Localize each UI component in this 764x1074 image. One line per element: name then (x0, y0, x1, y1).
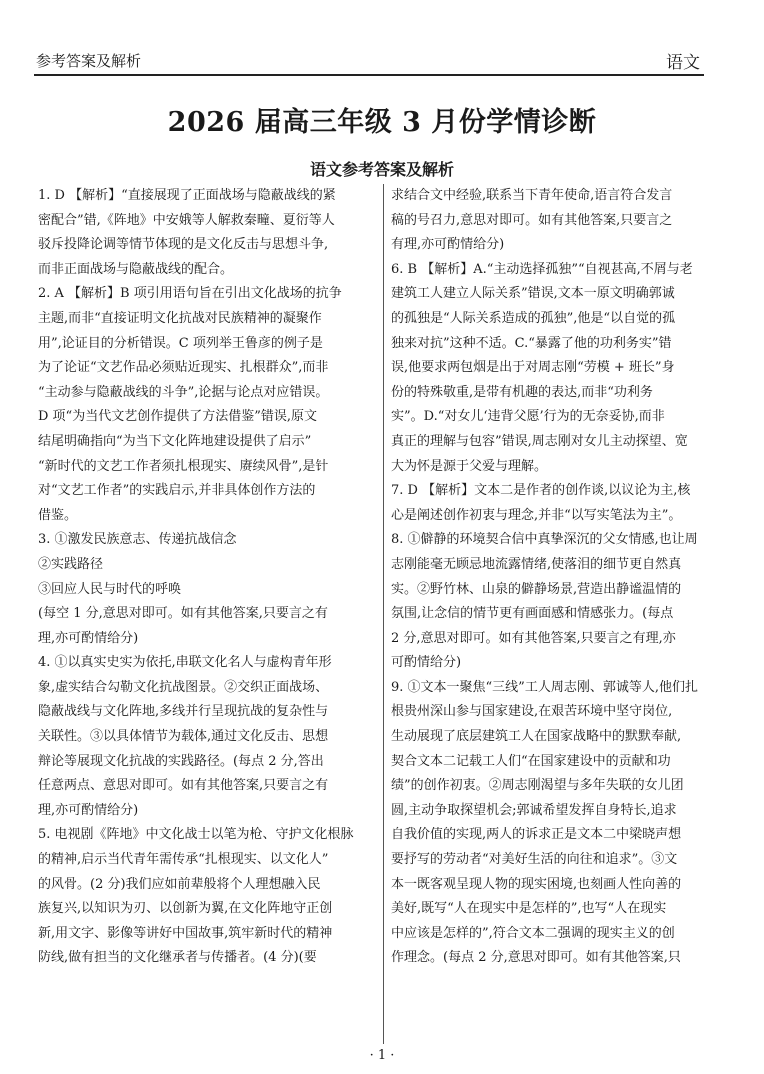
text-line: 而非正面战场与隐蔽战线的配合。 (38, 261, 234, 277)
text-line: 的精神,启示当代青年需传承“扎根现实、以文化人” (38, 852, 329, 868)
right-column (391, 184, 727, 971)
header-rule (34, 74, 704, 76)
text-line: 建筑工人建立人际关系”错误,文本一原文明确郭诚 (391, 286, 675, 302)
text-line: 密配合”错,《阵地》中安娥等人解救秦疃、夏衍等人 (38, 212, 335, 228)
text-line: 求结合文中经验,联系当下青年使命,语言符合发言 (391, 188, 673, 203)
text-line: 绩”的创作初衷。②周志刚渴望与多年失联的女儿团 (391, 778, 684, 794)
text-line: ②实践路径 (38, 556, 104, 572)
text-line: 1. D 【解析】“直接展现了正面战场与隐蔽战线的紧 (38, 188, 336, 203)
text-line: (每空 1 分,意思对即可。如有其他答案,只要言之有 (38, 606, 328, 622)
text-line: 的风骨。(2 分)我们应如前辈般将个人理想融入民 (38, 876, 321, 892)
text-line: 6. B 【解析】A.“主动选择孤独”“自视甚高,不屑与老 (391, 261, 693, 277)
text-line: 根贵州深山参与国家建设,在艰苦环境中坚守岗位, (391, 704, 673, 720)
text-line: 辩论等展现文化抗战的实践路径。(每点 2 分,答出 (38, 753, 324, 769)
page-title: 2026 届高三年级 3 月份学情诊断 (167, 107, 597, 138)
text-line: 作理念。(每点 2 分,意思对即可。如有其他答案,只 (391, 950, 681, 966)
left-column (38, 184, 376, 971)
header-left-label: 参考答案及解析 (36, 52, 142, 70)
text-line: 实”。D.“对女儿‘违背父愿’行为的无奈妥协,而非 (391, 409, 665, 425)
text-line: 新,用文字、影像等讲好中国故事,筑牢新时代的精神 (38, 925, 333, 941)
column-divider (383, 184, 384, 1044)
text-line: 隐蔽战线与文化阵地,多线并行呈现抗战的复杂性与 (38, 704, 329, 720)
text-line: 3. ①激发民族意志、传递抗战信念 (38, 532, 237, 548)
page-number: · 1 · (369, 1048, 395, 1063)
text-line: 心是阐述创作初衷与理念,并非“以写实笔法为主”。 (391, 507, 682, 523)
text-line: 9. ①文本一聚焦“三线”工人周志刚、郭诚等人,他们扎 (391, 679, 698, 695)
text-line: 志刚能毫无顾忌地流露情绪,使落泪的细节更自然真 (391, 556, 682, 572)
text-line: 理,亦可酌情给分) (38, 802, 139, 818)
text-line: 误,他要求两包烟是出于对周志刚“劳模 + 班长”身 (391, 360, 675, 376)
text-line: ③回应人民与时代的呼唤 (38, 581, 182, 597)
text-line: “新时代的文艺工作者须扎根现实、赓续风骨”,是针 (38, 458, 329, 474)
text-line: 族复兴,以知识为刃、以创新为翼,在文化阵地守正创 (38, 901, 333, 917)
text-line: 中应该是怎样的”,符合文本二强调的现实主义的创 (391, 925, 675, 941)
text-line: 大为怀是源于父爱与理解。 (391, 458, 548, 474)
text-line: 圆,主动争取探望机会;郭诚希望发挥自身特长,追求 (391, 802, 677, 818)
text-line: 独来对抗”这种不适。C.“暴露了他的功利务实”错 (391, 335, 672, 351)
text-line: 用”,论证目的分析错误。C 项列举王鲁彦的例子是 (38, 335, 323, 351)
text-line: 驳斥投降论调等情节体现的是文化反击与思想斗争, (38, 237, 329, 253)
text-line: 美好,既写“人在现实中是怎样的”,也写“人在现实 (391, 901, 667, 917)
text-line: 份的特殊敬重,是带有机趣的表达,而非“功利务 (391, 384, 653, 400)
text-line: 2. A 【解析】B 项引用语句旨在引出文化战场的抗争 (38, 286, 342, 302)
text-line: 可酌情给分) (391, 655, 462, 671)
text-line: 本一既客观呈现人物的现实困境,也刻画人性向善的 (391, 876, 682, 892)
text-line: 稿的号召力,意思对即可。如有其他答案,只要言之 (391, 212, 673, 228)
header-subject-label: 语文 (666, 53, 700, 73)
text-line: 为了论证“文艺作品必须贴近现实、扎根群众”,而非 (38, 360, 329, 376)
text-line: 真正的理解与包容”错误,周志刚对女儿主动探望、宽 (391, 433, 688, 449)
text-line: 象,虚实结合勾勒文化抗战图景。②交织正面战场、 (38, 679, 329, 695)
text-line: 4. ①以真实史实为依托,串联文化名人与虚构青年形 (38, 655, 332, 671)
text-line: 防线,做有担当的文化继承者与传播者。(4 分)(要 (38, 950, 317, 966)
text-line: 8. ①僻静的环境契合信中真挚深沉的父女情感,也让周 (391, 532, 698, 548)
text-line: 主题,而非“直接证明文化抗战对民族精神的凝聚作 (38, 310, 322, 326)
text-line: 借鉴。 (38, 507, 78, 523)
text-line: 结尾明确指向“为当下文化阵地建设提供了启示” (38, 433, 312, 449)
text-line: 契合文本二记载工人们“在国家建设中的贡献和功 (391, 753, 671, 769)
text-line: 的孤独是“人际关系造成的孤独”,他是“以自觉的孤 (391, 310, 676, 326)
text-line: D 项“为当代文艺创作提供了方法借鉴”错误,原文 (38, 409, 317, 425)
text-line: 生动展现了底层建筑工人在国家战略中的默默奉献, (391, 729, 682, 745)
text-line: 要抒写的劳动者“对美好生活的向往和追求”。③文 (391, 852, 678, 868)
text-line: “主动参与隐蔽战线的斗争”,论据与论点对应错误。 (38, 384, 329, 400)
text-line: 实。②野竹林、山泉的僻静场景,营造出静谧温情的 (391, 581, 682, 597)
text-line: 5. 电视剧《阵地》中文化战士以笔为枪、守护文化根脉 (38, 827, 354, 843)
text-line: 自我价值的实现,两人的诉求正是文本二中梁晓声想 (391, 827, 682, 843)
text-line: 关联性。③以具体情节为载体,通过文化反击、思想 (38, 729, 329, 745)
text-line: 7. D 【解析】文本二是作者的创作谈,以议论为主,核 (391, 483, 691, 499)
text-line: 对“文艺工作者”的实践启示,并非具体创作方法的 (38, 483, 316, 499)
text-line: 氛围,让念信的情节更有画面感和情感张力。(每点 (391, 606, 674, 622)
page-subtitle: 语文参考答案及解析 (309, 160, 454, 179)
text-line: 2 分,意思对即可。如有其他答案,只要言之有理,亦 (391, 630, 676, 646)
text-line: 有理,亦可酌情给分) (391, 237, 505, 253)
text-line: 任意两点、意思对即可。如有其他答案,只要言之有 (38, 778, 329, 794)
text-line: 理,亦可酌情给分) (38, 630, 139, 646)
